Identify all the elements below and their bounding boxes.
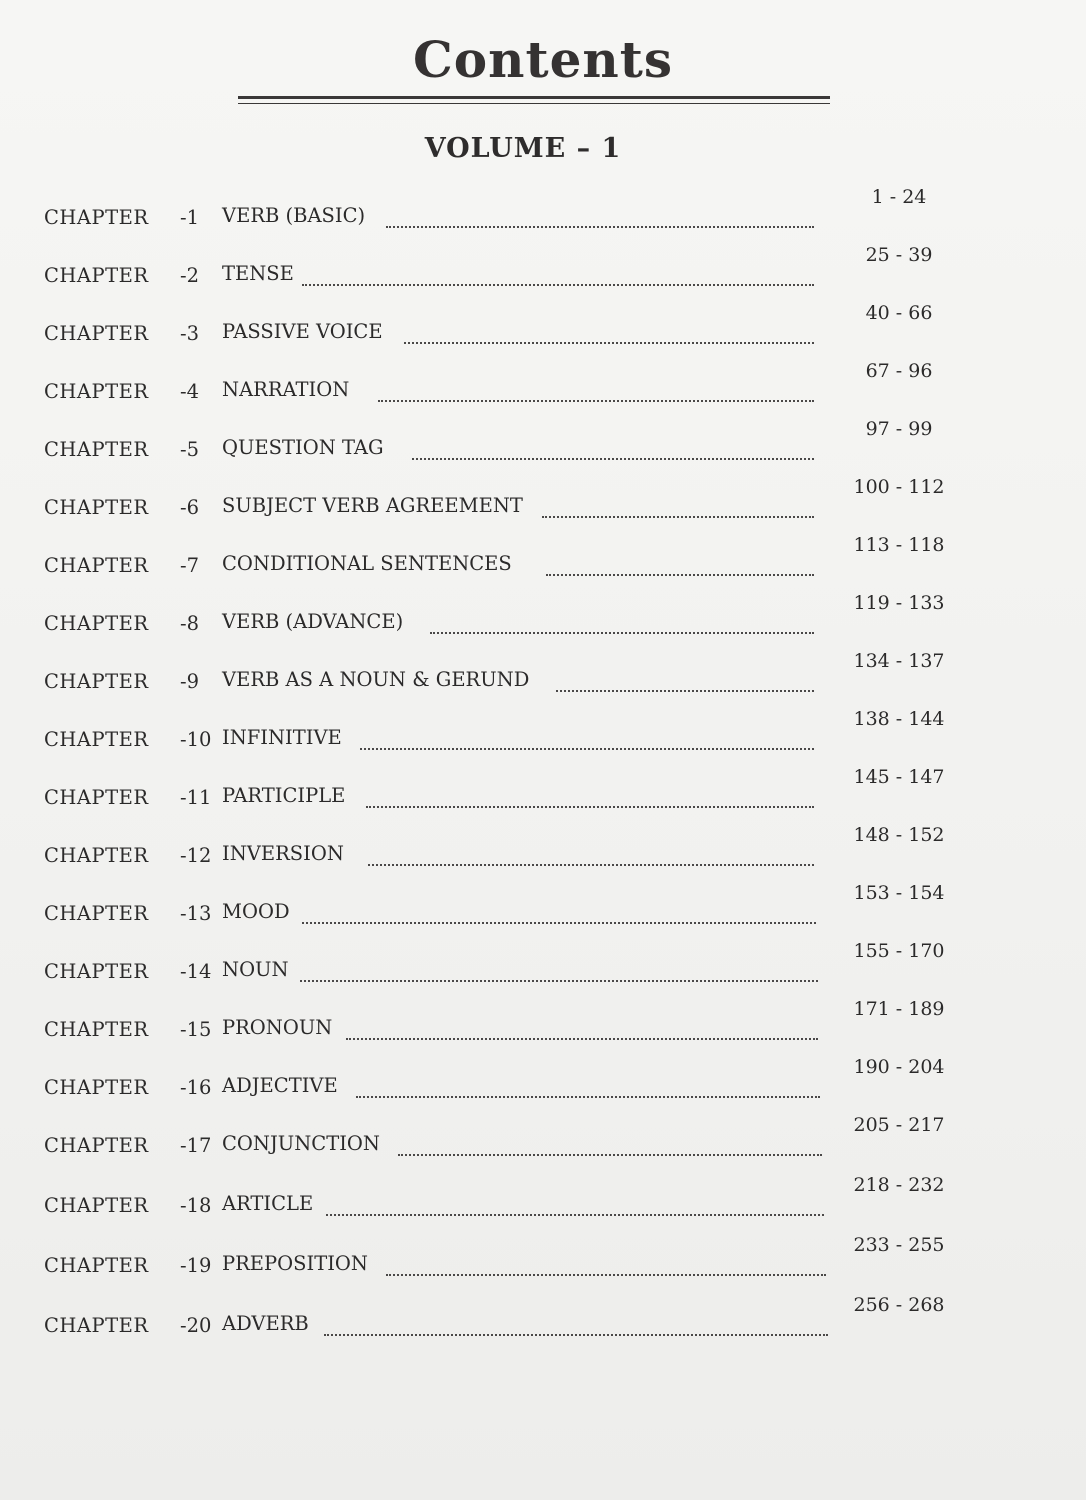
chapter-word: CHAPTER bbox=[44, 1314, 149, 1337]
chapter-number: -20 bbox=[180, 1314, 212, 1337]
leader-dots bbox=[546, 572, 814, 576]
chapter-title: VERB AS A NOUN & GERUND bbox=[222, 668, 530, 691]
chapter-title: CONDITIONAL SENTENCES bbox=[222, 552, 512, 575]
toc-row[interactable] bbox=[44, 186, 954, 238]
leader-dots bbox=[368, 862, 814, 866]
toc-row[interactable] bbox=[44, 998, 954, 1050]
chapter-number: -6 bbox=[180, 496, 199, 519]
page-range: 134 - 137 bbox=[853, 650, 945, 672]
chapter-word: CHAPTER bbox=[44, 612, 149, 635]
leader-dots bbox=[324, 1332, 828, 1336]
leader-dots bbox=[378, 398, 814, 402]
page-range: 40 - 66 bbox=[865, 302, 933, 324]
chapter-title: PRONOUN bbox=[222, 1016, 333, 1039]
chapter-number: -4 bbox=[180, 380, 199, 403]
page-range: 148 - 152 bbox=[853, 824, 945, 846]
chapter-word: CHAPTER bbox=[44, 380, 149, 403]
leader-dots bbox=[398, 1152, 822, 1156]
toc-row[interactable] bbox=[44, 882, 954, 934]
page-range: 113 - 118 bbox=[853, 534, 945, 556]
chapter-word: CHAPTER bbox=[44, 554, 149, 577]
page-range: 190 - 204 bbox=[853, 1056, 945, 1078]
chapter-number: -15 bbox=[180, 1018, 212, 1041]
chapter-number: -1 bbox=[180, 206, 199, 229]
chapter-word: CHAPTER bbox=[44, 322, 149, 345]
chapter-title: ADVERB bbox=[222, 1312, 309, 1335]
chapter-word: CHAPTER bbox=[44, 728, 149, 751]
chapter-word: CHAPTER bbox=[44, 902, 149, 925]
toc-row[interactable] bbox=[44, 592, 954, 644]
chapter-word: CHAPTER bbox=[44, 1254, 149, 1277]
leader-dots bbox=[302, 920, 816, 924]
toc-row[interactable] bbox=[44, 708, 954, 760]
chapter-number: -16 bbox=[180, 1076, 212, 1099]
page-range: 171 - 189 bbox=[853, 998, 945, 1020]
chapter-number: -14 bbox=[180, 960, 212, 983]
leader-dots bbox=[326, 1212, 824, 1216]
chapter-word: CHAPTER bbox=[44, 1194, 149, 1217]
chapter-title: INVERSION bbox=[222, 842, 344, 865]
chapter-number: -19 bbox=[180, 1254, 212, 1277]
chapter-number: -8 bbox=[180, 612, 199, 635]
toc-row[interactable] bbox=[44, 1114, 954, 1166]
chapter-title: PASSIVE VOICE bbox=[222, 320, 383, 343]
chapter-number: -12 bbox=[180, 844, 212, 867]
toc-row[interactable] bbox=[44, 940, 954, 992]
chapter-title: SUBJECT VERB AGREEMENT bbox=[222, 494, 523, 517]
chapter-word: CHAPTER bbox=[44, 960, 149, 983]
chapter-number: -9 bbox=[180, 670, 199, 693]
chapter-title: INFINITIVE bbox=[222, 726, 342, 749]
leader-dots bbox=[542, 514, 814, 518]
chapter-word: CHAPTER bbox=[44, 1134, 149, 1157]
chapter-number: -2 bbox=[180, 264, 199, 287]
page-range: 119 - 133 bbox=[853, 592, 945, 614]
leader-dots bbox=[346, 1036, 818, 1040]
page-range: 218 - 232 bbox=[853, 1174, 945, 1196]
chapter-number: -10 bbox=[180, 728, 212, 751]
chapter-number: -11 bbox=[180, 786, 212, 809]
toc-row[interactable] bbox=[44, 1174, 954, 1226]
page-range: 155 - 170 bbox=[853, 940, 945, 962]
toc-row[interactable] bbox=[44, 1234, 954, 1286]
chapter-word: CHAPTER bbox=[44, 496, 149, 519]
chapter-title: PARTICIPLE bbox=[222, 784, 346, 807]
toc-row[interactable] bbox=[44, 244, 954, 296]
chapter-title: TENSE bbox=[222, 262, 294, 285]
page-range: 233 - 255 bbox=[853, 1234, 945, 1256]
chapter-title: NARRATION bbox=[222, 378, 350, 401]
chapter-number: -7 bbox=[180, 554, 199, 577]
chapter-title: VERB (ADVANCE) bbox=[222, 610, 404, 633]
chapter-number: -13 bbox=[180, 902, 212, 925]
page-range: 100 - 112 bbox=[853, 476, 945, 498]
toc-row[interactable] bbox=[44, 534, 954, 586]
page-range: 1 - 24 bbox=[871, 186, 927, 208]
chapter-title: PREPOSITION bbox=[222, 1252, 368, 1275]
page-range: 256 - 268 bbox=[853, 1294, 945, 1316]
chapter-number: -5 bbox=[180, 438, 199, 461]
chapter-word: CHAPTER bbox=[44, 264, 149, 287]
toc-row[interactable] bbox=[44, 650, 954, 702]
leader-dots bbox=[300, 978, 818, 982]
chapter-word: CHAPTER bbox=[44, 438, 149, 461]
chapter-title: VERB (BASIC) bbox=[222, 204, 366, 227]
chapter-title: QUESTION TAG bbox=[222, 436, 384, 459]
toc-row[interactable] bbox=[44, 1294, 954, 1346]
volume-heading: VOLUME – 1 bbox=[424, 133, 622, 164]
leader-dots bbox=[430, 630, 814, 634]
chapter-title: MOOD bbox=[222, 900, 290, 923]
chapter-title: ARTICLE bbox=[222, 1192, 314, 1215]
page-range: 25 - 39 bbox=[865, 244, 933, 266]
leader-dots bbox=[556, 688, 814, 692]
toc-row[interactable] bbox=[44, 418, 954, 470]
toc-row[interactable] bbox=[44, 1056, 954, 1108]
leader-dots bbox=[366, 804, 814, 808]
toc-row[interactable] bbox=[44, 766, 954, 818]
toc-row[interactable] bbox=[44, 302, 954, 354]
page-range: 153 - 154 bbox=[853, 882, 945, 904]
page-range: 145 - 147 bbox=[853, 766, 945, 788]
leader-dots bbox=[302, 282, 814, 286]
page-range: 97 - 99 bbox=[865, 418, 933, 440]
chapter-word: CHAPTER bbox=[44, 844, 149, 867]
leader-dots bbox=[386, 224, 814, 228]
page-range: 67 - 96 bbox=[865, 360, 933, 382]
page-range: 205 - 217 bbox=[853, 1114, 945, 1136]
leader-dots bbox=[412, 456, 814, 460]
chapter-word: CHAPTER bbox=[44, 206, 149, 229]
leader-dots bbox=[404, 340, 814, 344]
chapter-word: CHAPTER bbox=[44, 786, 149, 809]
chapter-title: ADJECTIVE bbox=[222, 1074, 338, 1097]
chapter-number: -17 bbox=[180, 1134, 212, 1157]
toc-row[interactable] bbox=[44, 824, 954, 876]
leader-dots bbox=[386, 1272, 826, 1276]
chapter-number: -18 bbox=[180, 1194, 212, 1217]
toc-row[interactable] bbox=[44, 360, 954, 412]
toc-row[interactable] bbox=[44, 476, 954, 528]
chapter-word: CHAPTER bbox=[44, 1018, 149, 1041]
chapter-word: CHAPTER bbox=[44, 670, 149, 693]
chapter-number: -3 bbox=[180, 322, 199, 345]
leader-dots bbox=[356, 1094, 820, 1098]
chapter-word: CHAPTER bbox=[44, 1076, 149, 1099]
chapter-title: CONJUNCTION bbox=[222, 1132, 380, 1155]
leader-dots bbox=[360, 746, 814, 750]
page-range: 138 - 144 bbox=[853, 708, 945, 730]
chapter-title: NOUN bbox=[222, 958, 289, 981]
page-title: Contents bbox=[412, 30, 673, 89]
